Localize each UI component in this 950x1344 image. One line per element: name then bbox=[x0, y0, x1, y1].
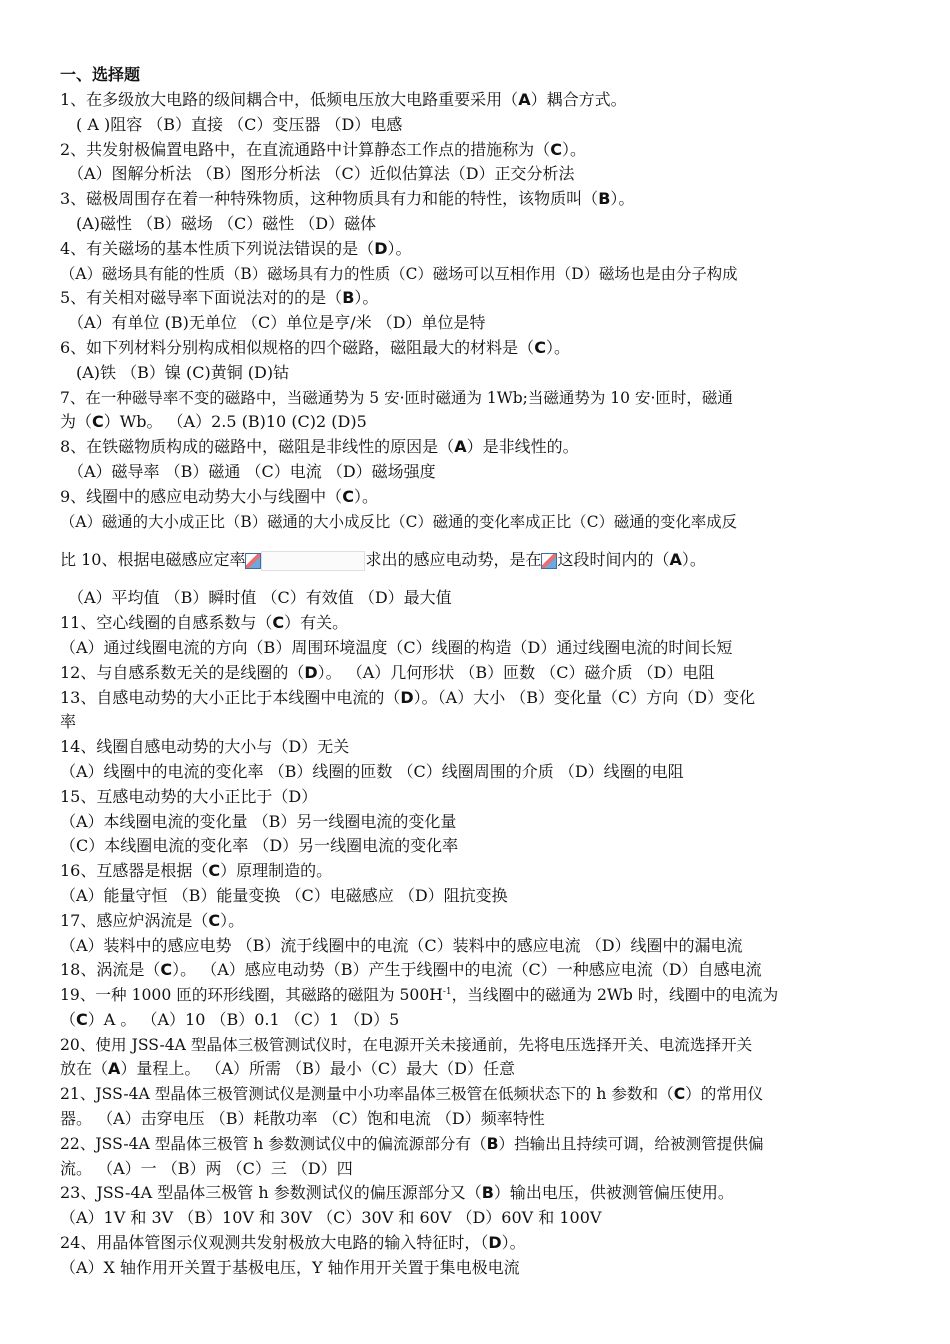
answer: A bbox=[669, 550, 682, 570]
question-text: 19、一种 1000 匝的环形线圈，其磁路的磁阻为 500H bbox=[60, 986, 443, 1005]
question-23 bbox=[60, 1181, 894, 1206]
question-text: ）。 bbox=[545, 337, 570, 357]
options-23: （A）1V 和 3V （B）10V 和 30V （C）30V 和 60V （D）60V 和 100V bbox=[60, 1208, 602, 1228]
question-13 bbox=[60, 686, 894, 711]
question-24 bbox=[60, 1231, 894, 1256]
question-22 bbox=[60, 1132, 894, 1157]
question-text: 21、JSS-4A 型晶体三极管测试仪是测量中小功率晶体三极管在低频状态下的 h 参数和（ bbox=[60, 1085, 674, 1104]
question-19-line-2 bbox=[60, 1008, 894, 1033]
question-text: 17、感应炉涡流是（ bbox=[60, 910, 209, 930]
section-title: 一、选择题 bbox=[60, 65, 141, 84]
question-11 bbox=[60, 611, 894, 636]
formula-placeholder bbox=[261, 551, 365, 571]
document-page bbox=[60, 62, 894, 1281]
question-text: ）。 bbox=[681, 550, 706, 570]
answer: C bbox=[76, 1009, 88, 1029]
question-text: ）。 （A）感应电动势（B）产生于线圈中的电流（C）一种感应电流（D）自感电流 bbox=[172, 960, 762, 980]
question-13-line-2: 率 bbox=[60, 712, 77, 732]
question-15: 15、互感电动势的大小正比于（D） bbox=[60, 786, 318, 806]
question-text: 23、JSS-4A 型晶体三极管 h 参数测试仪的偏压源部分又（ bbox=[60, 1183, 482, 1203]
question-21 bbox=[60, 1082, 894, 1107]
answer: C bbox=[92, 412, 104, 432]
question-text: ）原理制造的。 bbox=[220, 861, 333, 881]
question-text: 11、空心线圈的自感系数与（ bbox=[60, 613, 273, 633]
question-text: ）输出电压，供被测管偏压使用。 bbox=[493, 1183, 734, 1203]
options-14: （A）线圈中的电流的变化率 （B）线圈的匝数 （C）线圈周围的介质 （D）线圈的电阻 bbox=[60, 761, 684, 781]
question-text: 5、有关相对磁导率下面说法对的的是（ bbox=[60, 288, 343, 308]
question-text: ）。（A）大小 （B）变化量（C）方向（D）变化 bbox=[413, 687, 756, 707]
options-9: （A）磁通的大小成正比（B）磁通的大小成反比（C）磁通的变化率成正比（C）磁通的变化率成反 bbox=[60, 512, 737, 531]
options-11: （A）通过线圈电流的方向（B）周围环境温度（C）线圈的构造（D）通过线圈电流的时间长短 bbox=[60, 637, 733, 657]
question-text: 12、与自感系数无关的是线圈的（ bbox=[60, 662, 305, 682]
question-text: ）。 bbox=[501, 1233, 526, 1253]
question-text: 3、磁极周围存在着一种特殊物质，这种物质具有力和能的特性，该物质叫（ bbox=[60, 189, 599, 209]
question-text: ）的常用仪 bbox=[685, 1085, 764, 1104]
question-19 bbox=[60, 983, 894, 1008]
question-text: ）。 bbox=[610, 189, 635, 209]
question-text: ）Wb。 （A）2.5 (B)10 (C)2 (D)5 bbox=[103, 412, 367, 432]
question-text: ）量程上。 （A）所需 （B）最小（C）最大（D）任意 bbox=[120, 1059, 515, 1079]
options-17: （A）装料中的感应电势 （B）流于线圈中的电流（C）装料中的感应电流 （D）线圈中的漏电流 bbox=[60, 935, 743, 955]
question-16 bbox=[60, 859, 894, 884]
question-text: ）A 。 （A）10 （B）0.1 （C）1 （D）5 bbox=[87, 1009, 400, 1029]
options-5: （A）有单位 (B)无单位 （C）单位是亨/米 （D）单位是特 bbox=[68, 313, 486, 333]
question-18 bbox=[60, 958, 894, 983]
question-7-line-1: 7、在一种磁导率不变的磁路中，当磁通势为 5 安·匝时磁通为 1Wb;当磁通势为 10 安·匝时，磁通 bbox=[60, 388, 733, 407]
superscript: -1 bbox=[442, 986, 452, 997]
question-text: 放在（ bbox=[60, 1059, 109, 1079]
question-17 bbox=[60, 909, 894, 934]
question-text: 为（ bbox=[60, 412, 93, 432]
options-15-b: （C）本线圈电流的变化率 （D）另一线圈电流的变化率 bbox=[60, 836, 459, 856]
question-text: 9、线圈中的感应电动势大小与线圈中（ bbox=[60, 486, 343, 506]
options-1: ( A )阻容 （B）直接 （C）变压器 （D）电感 bbox=[76, 114, 403, 134]
options-3: (A)磁性 （B）磁场 （C）磁性 （D）磁体 bbox=[76, 213, 377, 233]
answer: C bbox=[550, 139, 562, 159]
question-10 bbox=[60, 534, 894, 586]
answer: B bbox=[598, 189, 611, 209]
formula-image-icon bbox=[541, 553, 557, 569]
question-1 bbox=[60, 88, 894, 113]
question-text: 1、在多级放大电路的级间耦合中，低频电压放大电路重要采用（ bbox=[60, 90, 519, 109]
answer: C bbox=[208, 861, 221, 881]
answer: A bbox=[454, 437, 467, 457]
options-16: （A）能量守恒 （B）能量变换 （C）电磁感应 （D）阻抗变换 bbox=[60, 885, 508, 905]
question-9 bbox=[60, 485, 894, 510]
question-4 bbox=[60, 237, 894, 262]
question-text: 24、用晶体管图示仪观测共发射极放大电路的输入特征时，（ bbox=[60, 1233, 489, 1253]
formula-image-icon bbox=[245, 553, 261, 569]
question-6 bbox=[60, 336, 894, 361]
answer: C bbox=[160, 960, 173, 980]
options-24: （A）X 轴作用开关置于基极电压，Y 轴作用开关置于集电极电流 bbox=[60, 1257, 520, 1277]
question-20: 20、使用 JSS-4A 型晶体三极管测试仪时，在电源开关未接通前，先将电压选择开关、电流选择开关 bbox=[60, 1035, 753, 1054]
question-20-line-2 bbox=[60, 1057, 894, 1082]
question-text: ）有关。 bbox=[284, 613, 349, 633]
options-6: (A)铁 （B）镍 (C)黄铜 (D)钴 bbox=[76, 362, 290, 382]
answer: C bbox=[342, 486, 354, 506]
question-text: ）。 （A）几何形状 （B）匝数 （C）磁介质 （D）电阻 bbox=[317, 662, 715, 682]
question-text: 16、互感器是根据（ bbox=[60, 861, 209, 881]
question-14: 14、线圈自感电动势的大小与（D）无关 bbox=[60, 737, 350, 757]
question-text: 6、如下列材料分别构成相似规格的四个磁路，磁阻最大的材料是（ bbox=[60, 337, 535, 357]
question-text: ）。 bbox=[354, 288, 379, 308]
options-10: （A）平均值 （B）瞬时值 （C）有效值 （D）最大值 bbox=[68, 588, 452, 608]
question-text: 2、共发射极偏置电路中，在直流通路中计算静态工作点的措施称为（ bbox=[60, 139, 551, 159]
question-text: 这段时间内的（ bbox=[557, 550, 670, 570]
question-22-line-2: 流。 （A）一 （B）两 （C）三 （D）四 bbox=[60, 1158, 353, 1178]
question-text: ）耦合方式。 bbox=[530, 90, 627, 109]
answer: C bbox=[208, 910, 221, 930]
answer: D bbox=[374, 238, 388, 258]
answer: C bbox=[673, 1085, 686, 1104]
options-4: （A）磁场具有能的性质（B）磁场具有力的性质（C）磁场可以互相作用（D）磁场也是由分子构成 bbox=[60, 264, 738, 283]
answer: B bbox=[486, 1134, 499, 1153]
answer: D bbox=[400, 687, 414, 707]
question-8 bbox=[60, 435, 894, 460]
question-text: ）挡输出且持续可调，给被测管提供偏 bbox=[498, 1134, 764, 1153]
answer: D bbox=[304, 662, 318, 682]
question-text: ）是非线性的。 bbox=[466, 437, 579, 457]
answer: C bbox=[272, 613, 285, 633]
question-7-line-2 bbox=[60, 410, 894, 435]
question-21-line-2: 器。 （A）击穿电压 （B）耗散功率 （C）饱和电流 （D）频率特性 bbox=[60, 1109, 545, 1129]
question-text: （ bbox=[60, 1009, 77, 1029]
question-text: 8、在铁磁物质构成的磁路中，磁阻是非线性的原因是（ bbox=[60, 437, 455, 457]
answer: A bbox=[518, 90, 531, 109]
question-text: 比 10、根据电磁感应定率 bbox=[60, 550, 246, 570]
answer: C bbox=[534, 337, 546, 357]
question-5 bbox=[60, 286, 894, 311]
question-2 bbox=[60, 138, 894, 163]
question-text: 18、涡流是（ bbox=[60, 960, 161, 980]
question-text: ）。 bbox=[353, 486, 378, 506]
question-text: ，当线圈中的磁通为 2Wb 时，线圈中的电流为 bbox=[451, 986, 779, 1005]
answer: D bbox=[488, 1233, 502, 1253]
question-12 bbox=[60, 661, 894, 686]
question-text: ）。 bbox=[561, 139, 586, 159]
question-text: ）。 bbox=[387, 238, 412, 258]
options-15-a: （A）本线圈电流的变化量 （B）另一线圈电流的变化量 bbox=[60, 811, 457, 831]
question-text: 求出的感应电动势，是在 bbox=[365, 550, 542, 570]
options-8: （A）磁导率 （B）磁通 （C）电流 （D）磁场强度 bbox=[68, 461, 436, 481]
question-text: 13、自感电动势的大小正比于本线圈中电流的（ bbox=[60, 687, 401, 707]
question-text: 22、JSS-4A 型晶体三极管 h 参数测试仪中的偏流源部分有（ bbox=[60, 1134, 487, 1153]
answer: B bbox=[342, 288, 355, 308]
question-text: ）。 bbox=[220, 910, 245, 930]
options-2: （A）图解分析法 （B）图形分析法 （C）近似估算法（D）正交分析法 bbox=[68, 164, 575, 184]
question-text: 4、有关磁场的基本性质下列说法错误的是（ bbox=[60, 238, 375, 258]
answer: B bbox=[481, 1183, 494, 1203]
answer: A bbox=[108, 1059, 121, 1079]
question-3 bbox=[60, 187, 894, 212]
